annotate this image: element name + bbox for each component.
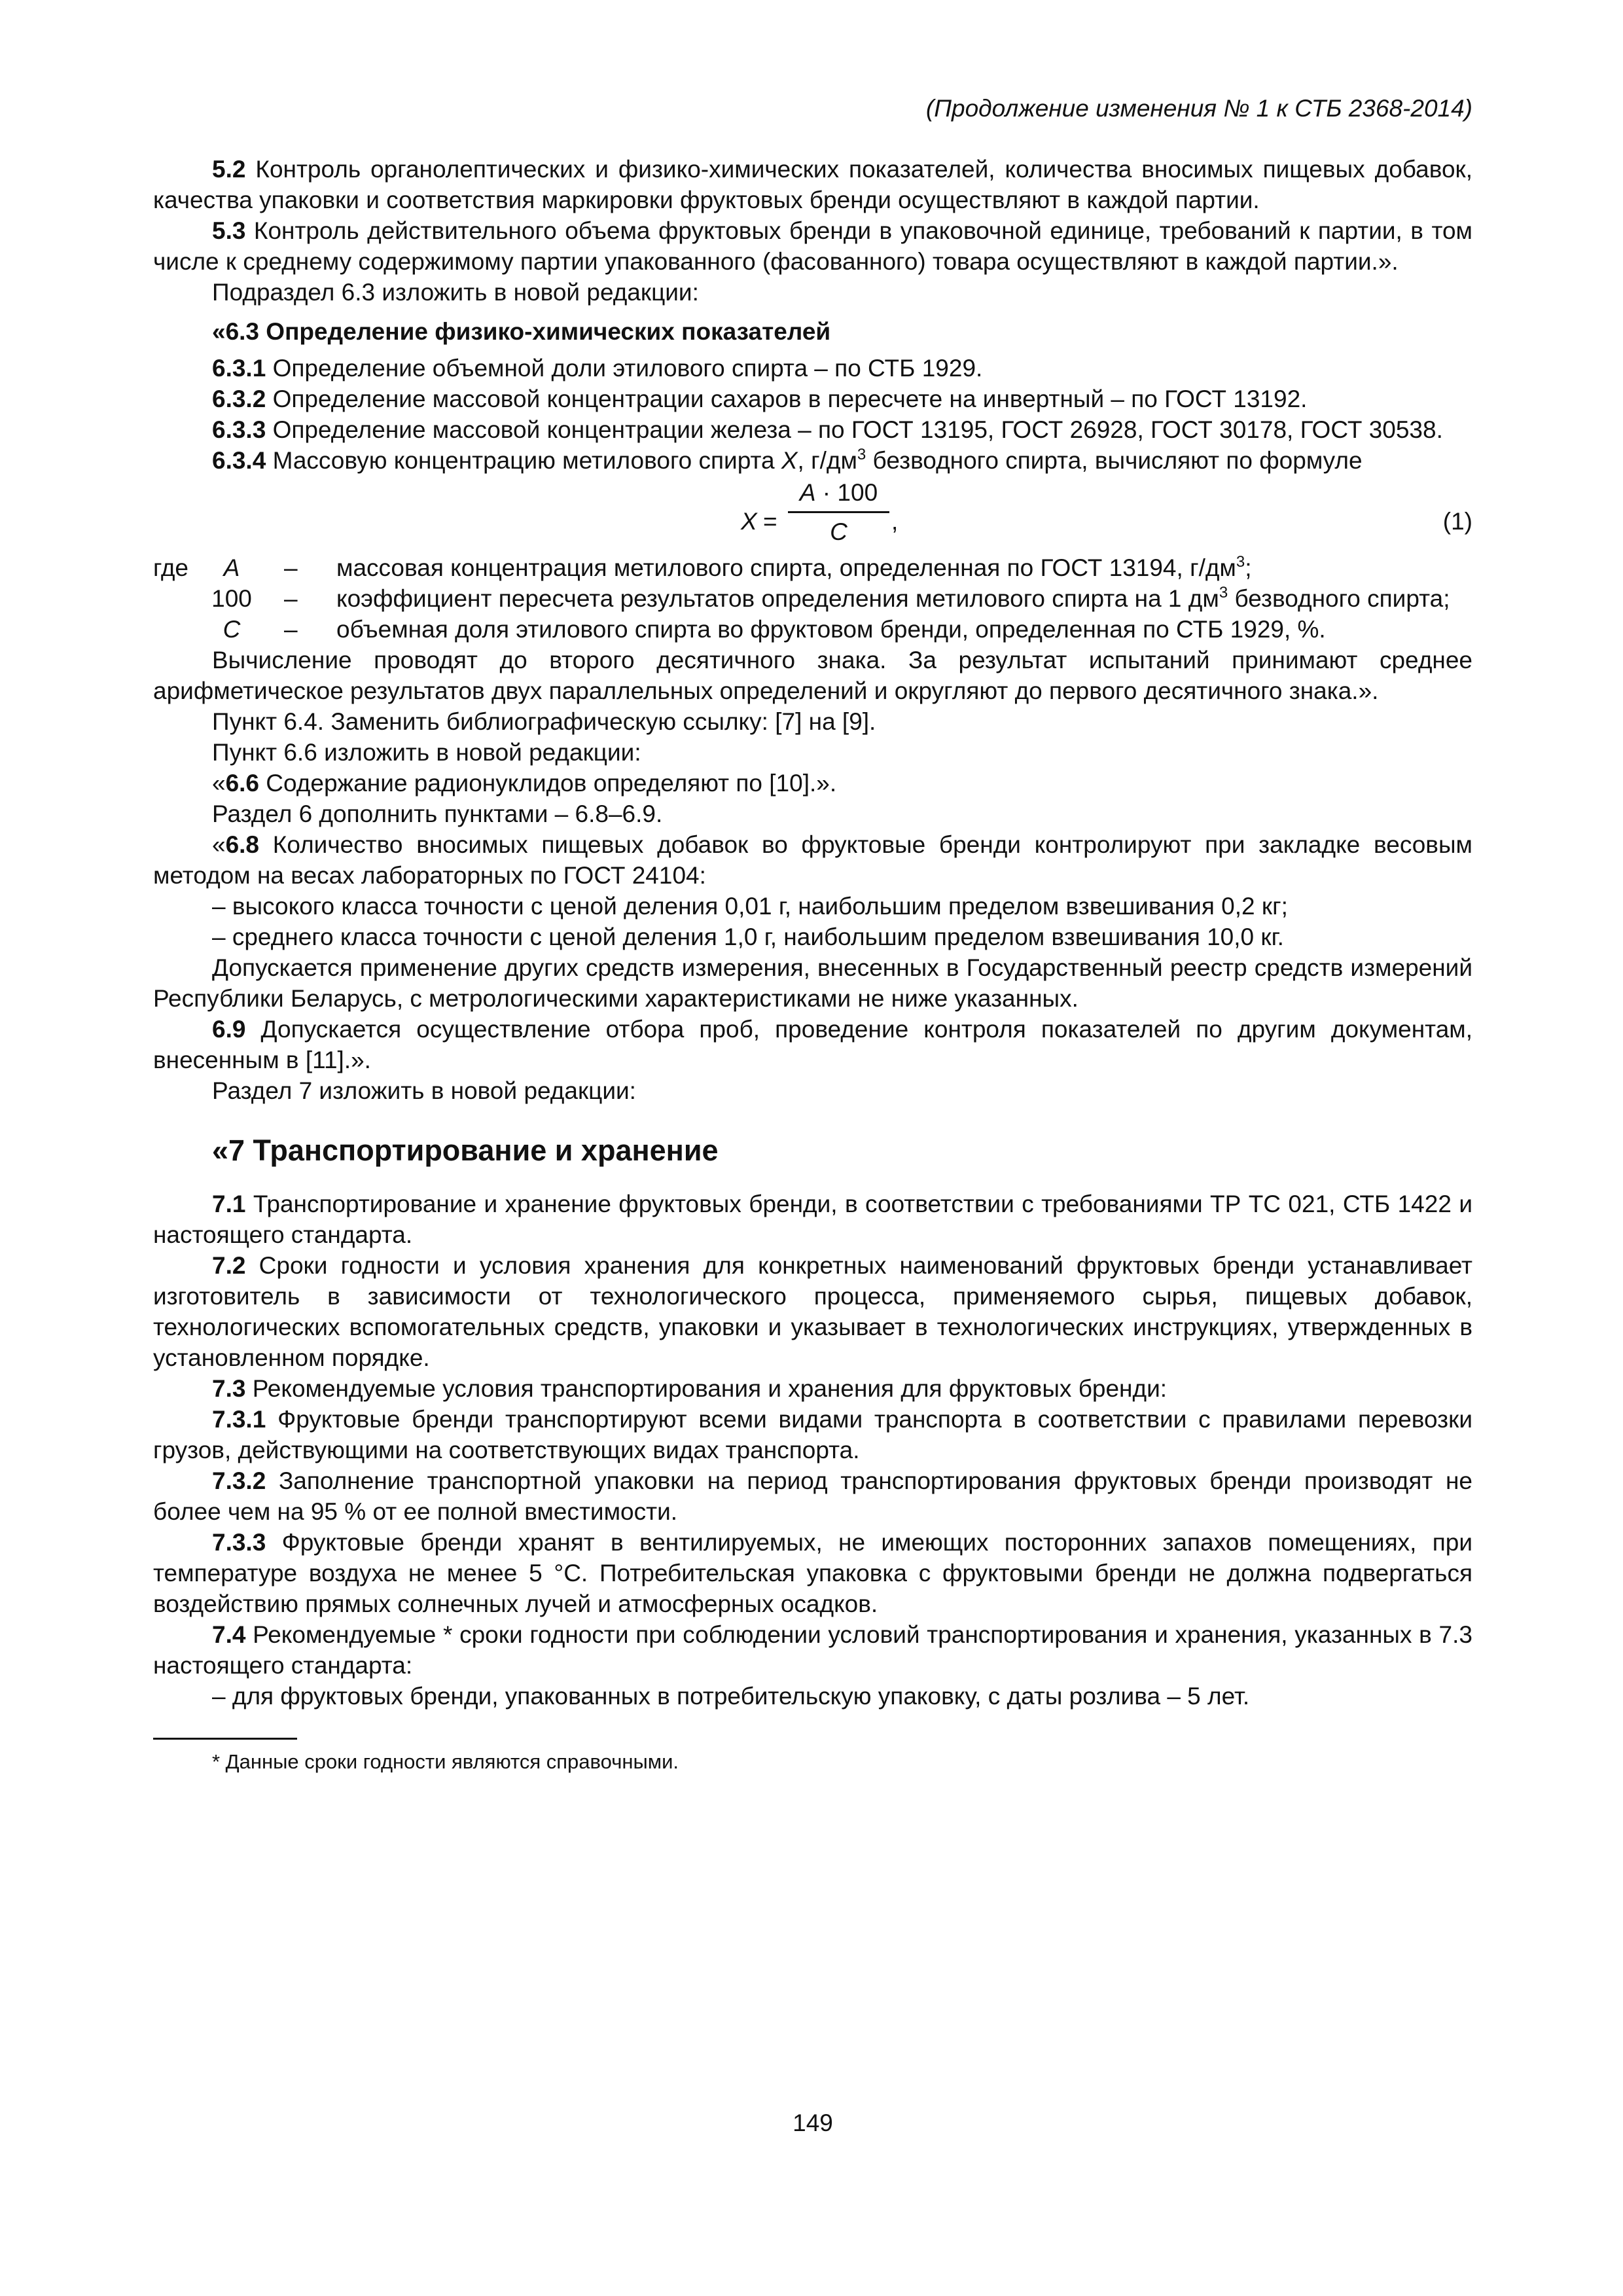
clause-6-3-4 bbox=[153, 445, 1472, 476]
clause-text: Допускается осуществление отбора проб, проведение контроля показателей по другим документам, внесенным в [11].». bbox=[153, 1016, 1472, 1073]
clause-number: 5.3 bbox=[212, 217, 246, 244]
clause-7-3-2 bbox=[153, 1465, 1472, 1527]
calculation-note: Вычисление проводят до второго десятичного знака. За результат испытаний принимают среднее арифметическое результатов двух параллельных определений и округляют до первого десятичного знака.». bbox=[153, 647, 1472, 704]
superscript: 3 bbox=[1236, 553, 1245, 571]
clause-text: Сроки годности и условия хранения для конкретных наименований фруктовых бренди устанавливает изготовитель в зависимости от технологического процесса, применяемого сырья, пищевых добавок, технологических вспомогательных средств, упаковки и указывает в технологических инструкциях, утвержденных в установленном порядке. bbox=[153, 1252, 1472, 1371]
formula-definitions bbox=[153, 552, 1472, 645]
clause-text: Определение массовой концентрации железа – по ГОСТ 13195, ГОСТ 26928, ГОСТ 30178, ГОСТ 30538. bbox=[266, 416, 1443, 443]
definition-symbol: C bbox=[223, 616, 241, 643]
instruction-subsection-6-3: Подраздел 6.3 изложить в новой редакции: bbox=[212, 279, 699, 306]
footnote-rule bbox=[153, 1738, 297, 1740]
formula-numerator-rest: · 100 bbox=[815, 479, 878, 506]
formula-1 bbox=[153, 477, 1472, 552]
clause-text: Фруктовые бренди хранят в вентилируемых, не имеющих посторонних запахов помещениях, при температуре воздуха не менее 5 °С. Потребительская упаковка с фруктовыми бренди не должна подвергаться воздействию прямых солнечных лучей и атмосферных осадков. bbox=[153, 1529, 1472, 1617]
clause-text: Определение массовой концентрации сахаров в пересчете на инвертный – по ГОСТ 13192. bbox=[266, 386, 1308, 412]
instruction-section-7: Раздел 7 изложить в новой редакции: bbox=[212, 1077, 636, 1104]
instruction-6-4: Пункт 6.4. Заменить библиографическую ссылку: [7] на [9]. bbox=[212, 708, 876, 735]
clause-7-2 bbox=[153, 1250, 1472, 1373]
formula-numerator bbox=[788, 477, 889, 508]
clause-number: 7.1 bbox=[212, 1191, 246, 1217]
superscript: 3 bbox=[1219, 584, 1228, 601]
clause-7-4 bbox=[153, 1619, 1472, 1681]
heading-6-3: «6.3 Определение физико-химических показателей bbox=[212, 318, 831, 345]
clause-6-8 bbox=[153, 829, 1472, 891]
definition-symbol: 100 bbox=[211, 585, 252, 612]
quote-open: « bbox=[212, 831, 226, 858]
clause-text: Контроль действительного объема фруктовых бренди в упаковочной единице, требований к партии, в том числе к среднему содержимому партии упакованного (фасованного) товара осуществляют в каждой партии.». bbox=[153, 217, 1472, 275]
clause-6-3-2 bbox=[153, 384, 1472, 414]
superscript: 3 bbox=[857, 446, 866, 463]
definition-text: массовая концентрация метилового спирта, определенная по ГОСТ 13194, г/дм bbox=[336, 554, 1236, 581]
list-item: – высокого класса точности с ценой деления 0,01 г, наибольшим пределом взвешивания 0,2 кг; bbox=[212, 893, 1288, 920]
clause-text: Массовую концентрацию метилового спирта bbox=[266, 447, 781, 474]
clause-number: 7.3 bbox=[212, 1375, 246, 1402]
definition-after: ; bbox=[1245, 554, 1252, 581]
definition-after: безводного спирта; bbox=[1228, 585, 1450, 612]
clause-number: 6.3.2 bbox=[212, 386, 266, 412]
clause-6-6 bbox=[153, 768, 1472, 798]
instruction-6-6: Пункт 6.6 изложить в новой редакции: bbox=[212, 739, 641, 766]
clause-text: Количество вносимых пищевых добавок во фруктовые бренди контролируют при закладке весовым методом на весах лабораторных по ГОСТ 24104: bbox=[153, 831, 1472, 889]
formula-number: (1) bbox=[1442, 508, 1472, 535]
clause-number: 5.2 bbox=[212, 156, 246, 183]
variable-x: X bbox=[781, 447, 798, 474]
definition-dash: – bbox=[284, 585, 298, 612]
formula-denominator: C bbox=[830, 518, 847, 545]
clause-text: Контроль органолептических и физико-химических показателей, количества вносимых пищевых добавок, качества упаковки и соответствия маркировки фруктовых бренди осуществляют в каждой партии. bbox=[153, 156, 1472, 213]
list-item: – для фруктовых бренди, упакованных в потребительскую упаковку, с даты розлива – 5 лет. bbox=[212, 1683, 1250, 1710]
clause-text: Содержание радионуклидов определяют по [10].». bbox=[259, 770, 837, 797]
clause-text-rest: безводного спирта, вычисляют по формуле bbox=[866, 447, 1363, 474]
clause-5-2 bbox=[153, 154, 1472, 215]
definition-a bbox=[153, 552, 1472, 583]
clause-number: 6.9 bbox=[212, 1016, 246, 1043]
instruction-section-6: Раздел 6 дополнить пунктами – 6.8–6.9. bbox=[212, 800, 663, 827]
clause-text: Транспортирование и хранение фруктовых бренди, в соответствии с требованиями ТР ТС 021, СТБ 1422 и настоящего стандарта. bbox=[153, 1191, 1472, 1248]
footnote: * Данные сроки годности являются справочными. bbox=[212, 1750, 679, 1773]
list-item: – среднего класса точности с ценой деления 1,0 г, наибольшим пределом взвешивания 10,0 кг. bbox=[212, 924, 1284, 950]
clause-6-3-3 bbox=[153, 414, 1472, 445]
definition-text: объемная доля этилового спирта во фруктовом бренди, определенная по СТБ 1929, %. bbox=[336, 616, 1326, 643]
definition-symbol: A bbox=[223, 554, 240, 581]
definition-text: коэффициент пересчета результатов определения метилового спирта на 1 дм bbox=[336, 585, 1219, 612]
clause-number: 6.8 bbox=[225, 831, 260, 858]
clause-text: Рекомендуемые * сроки годности при соблюдении условий транспортирования и хранения, указанных в 7.3 настоящего стандарта: bbox=[153, 1621, 1472, 1679]
formula-lhs: X bbox=[741, 508, 757, 535]
definition-100 bbox=[153, 583, 1472, 614]
page-number: 149 bbox=[793, 2109, 833, 2136]
definition-c bbox=[153, 614, 1472, 645]
clause-text: Заполнение транспортной упаковки на период транспортирования фруктовых бренди производят не более чем на 95 % от ее полной вместимости. bbox=[153, 1467, 1472, 1525]
clause-number: 7.2 bbox=[212, 1252, 246, 1279]
clause-7-3-1 bbox=[153, 1404, 1472, 1465]
formula-numerator-var: A bbox=[799, 479, 816, 506]
clause-text-unit: , г/дм bbox=[797, 447, 857, 474]
clause-6-9 bbox=[153, 1014, 1472, 1075]
document-body bbox=[153, 154, 1472, 1775]
definition-lead: где bbox=[153, 554, 189, 581]
clause-number: 6.3.1 bbox=[212, 355, 266, 382]
formula-comma: , bbox=[891, 508, 899, 535]
clause-number: 7.4 bbox=[212, 1621, 246, 1648]
quote-open: « bbox=[212, 770, 226, 797]
clause-number: 6.6 bbox=[225, 770, 260, 797]
clause-7-1 bbox=[153, 1189, 1472, 1250]
clause-text: Рекомендуемые условия транспортирования и хранения для фруктовых бренди: bbox=[245, 1375, 1168, 1402]
heading-section-7: «7 Транспортирование и хранение bbox=[212, 1134, 719, 1167]
definition-dash: – bbox=[284, 554, 298, 581]
running-header: (Продолжение изменения № 1 к СТБ 2368-2014) bbox=[925, 95, 1472, 122]
clause-7-3-3 bbox=[153, 1527, 1472, 1619]
clause-5-3 bbox=[153, 215, 1472, 277]
clause-number: 7.3.3 bbox=[212, 1529, 266, 1556]
clause-text: Фруктовые бренди транспортируют всеми видами транспорта в соответствии с правилами перевозки грузов, действующими на соответствующих видах транспорта. bbox=[153, 1406, 1472, 1463]
clause-6-3-1 bbox=[153, 353, 1472, 384]
fraction-bar bbox=[788, 511, 889, 513]
formula-equals: = bbox=[763, 508, 777, 535]
clause-text: Определение объемной доли этилового спирта – по СТБ 1929. bbox=[266, 355, 983, 382]
definition-dash: – bbox=[284, 616, 298, 643]
clause-7-3 bbox=[153, 1373, 1472, 1404]
clause-6-8-note: Допускается применение других средств измерения, внесенных в Государственный реестр средств измерений Республики Беларусь, с метрологическими характеристиками не ниже указанных. bbox=[153, 954, 1472, 1012]
clause-number: 6.3.4 bbox=[212, 447, 266, 474]
clause-number: 7.3.2 bbox=[212, 1467, 266, 1494]
clause-number: 6.3.3 bbox=[212, 416, 266, 443]
clause-number: 7.3.1 bbox=[212, 1406, 266, 1433]
